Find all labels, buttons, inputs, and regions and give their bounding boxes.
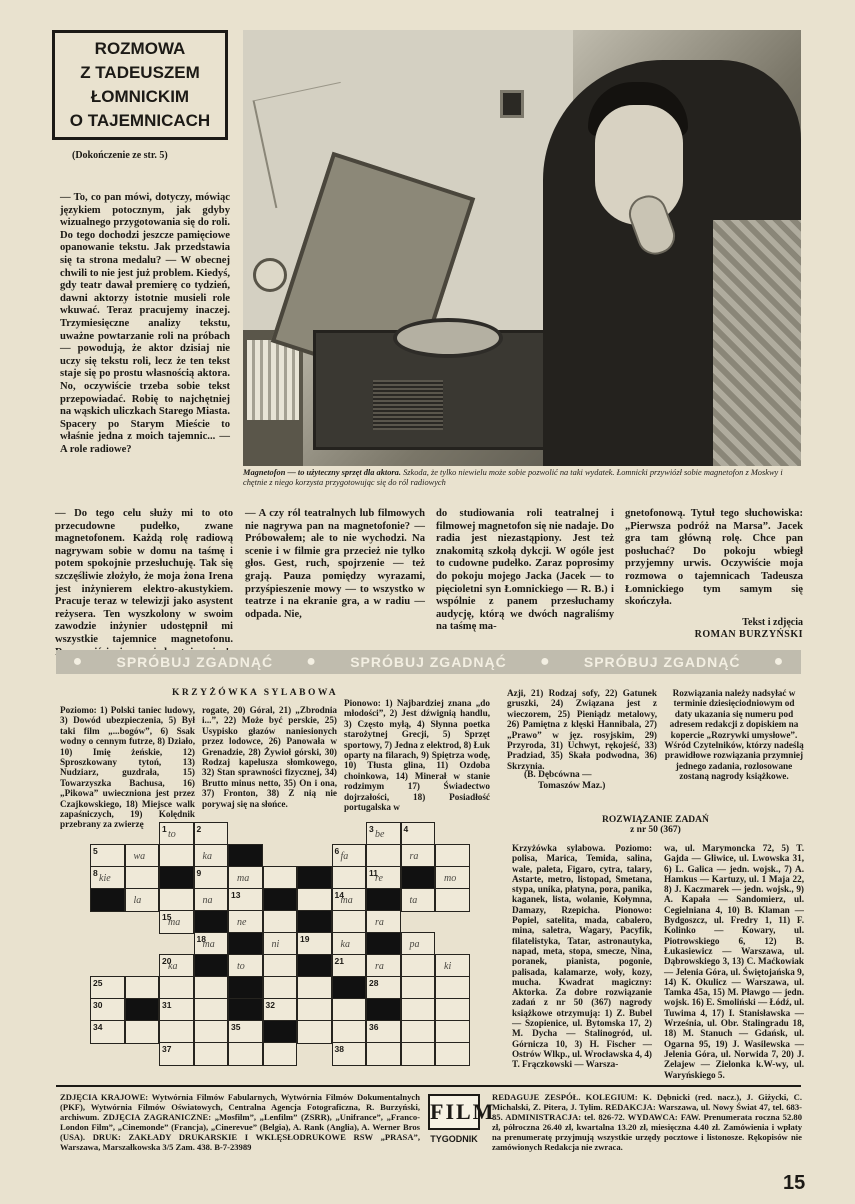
bookshelf-graphic: [247, 340, 299, 420]
crossword-cell: [366, 910, 401, 934]
handwritten-syllable: ma: [340, 895, 353, 906]
banner-text: SPRÓBUJ ZGADNĄĆ: [116, 654, 274, 670]
crossword-cell: [401, 844, 436, 868]
handwritten-syllable: mo: [444, 873, 457, 884]
article-photo: [243, 30, 801, 466]
crossword-black-cell: [228, 844, 263, 868]
crossword-black-cell: [366, 998, 401, 1022]
cell-number: 9: [196, 868, 202, 878]
cell-number: 3: [369, 824, 374, 834]
cell-number: 30: [93, 1000, 103, 1010]
crossword-cell: [366, 1042, 401, 1066]
cell-number: 14: [334, 890, 344, 900]
handwritten-syllable: ma: [237, 873, 250, 884]
solutions-text-1: Krzyżówka sylabowa. Poziomo: polisa, Marica, Temida, salina, wale, paleta, Figaro, cytra, talary, Astarte, metro, listopad, Smetana, stypa, unika, płatyna, pora, panika, kaganek, lista, wolanie, Kołymna, Damazy, Rzepicha. Pionowo: Popiel, satelita, mada, cabalero, mina, saletra, Wagary, Pacyfik, filatelistyka, Tatar, astronautyka, napad, meta, stopa, smecze, Nina, poranek, pianista, pogonie, palisada, kalamarze, woły, kozy, mucha. Kwadrat magiczny: Aktorka. Za dobre rozwiązanie zadań z nr 50 (367) nagrody książkowe otrzymują: 1) Z. Bubel — Szopienice, ul. Bytomska 17, 2) M. Dycha — Stalinogród, ul. Górnicza 10, 3) H. Fischer — Ostrów Wlkp., ul. Wrocławska 4, 4) T. Frączkowski — Warsza-: [512, 843, 652, 1070]
title-line: ŁOMNICKIM: [90, 87, 190, 106]
crossword-cell: [90, 866, 125, 890]
crossword-cell: [228, 888, 263, 912]
crossword-cell: [332, 932, 367, 956]
crossword-cell: [366, 844, 401, 868]
crossword-cell: [332, 998, 367, 1022]
crossword-cell: [159, 844, 194, 868]
title-line: O TAJEMNICACH: [69, 111, 211, 130]
crossword-cell: [228, 954, 263, 978]
crossword-cell: [228, 1020, 263, 1044]
crossword-black-cell: [366, 888, 401, 912]
crossword-cell: [194, 998, 229, 1022]
crossword-cell: [159, 954, 194, 978]
crossword-clues-across-1: Poziomo: 1) Polski taniec ludowy, 3) Dowód ubezpieczenia, 5) Był taki film „...bogów”, 6) Ssak wodny o cennym futrze, 8) Działo, 10) Imię żeńskie, 12) Sproszkowany tytoń, 13) Nudziarz, guzdrała, 15) Towarzyszka Bachusa, 16) „Pikowa” uwieczniona jest przez Czajkowskiego, 18) Miejsce walk zapaśniczych, 19) Kolędnik przebrany za zwierzę: [60, 705, 195, 830]
crossword-cell: [366, 866, 401, 890]
crossword-cell: [401, 1020, 436, 1044]
handwritten-syllable: ka: [168, 961, 178, 972]
crossword-cell: [401, 998, 436, 1022]
crossword-cell: [332, 844, 367, 868]
cell-number: 28: [369, 978, 379, 988]
cell-number: 25: [93, 978, 103, 988]
crossword-cell: [194, 976, 229, 1000]
handwritten-syllable: to: [237, 961, 245, 972]
article-column-1: — Do tego celu służy mi to oto przecudowne pudełko, zwane magnetofonem. Każdą rolę radiową nagrywam sobie w domu na taśmę i potem spokojnie przesłuchuję. Tak się szczęśliwie złożyło, że moja żona Irena jest inżynierem elektro-akustykiem. Pracuje teraz w telewizji jako asystent reżysera. Ten wyszkolony w swoim zawodzie inżynier udostępnił mi wszystkie tajemnice magnetofonu.: [55, 508, 233, 645]
article-title-box: [52, 30, 228, 140]
crossword-cell: [435, 1020, 470, 1044]
cell-number: 36: [369, 1022, 379, 1032]
article-column-left: — To, co pan mówi, dotyczy, mówiąc językiem potocznym, jak gdyby wizualnego przygotowania się do roli. Do tego dochodzi jeszcze pamięciowe opanowanie tekstu. Jak przedstawia się ta strona medalu? — W obecnej chwili to nie jest już problem. Kiedyś, gdy teatr dawał premierę co tydzień, dawni aktorzy istotnie musieli role wkuwać. Teraz pracujemy inaczej. Trzymiesięczne analizy tekstu, uważne powtarzanie roli na próbach — powodują, że aktor dzisiaj nie uczy się tekstu roli, lecz że ten tekst staje się po prostu własnością aktora. No, oczywiście trzeba sobie tekst przepowiadać. Robię to najchętniej na wąskich uliczkach Starego Miasta. Spacery po Starym Mieście to właśnie jedna z moich tajemnic... — A role radiowe?: [60, 192, 230, 455]
photo-caption: Magnetofon — to użyteczny sprzęt dla aktora. Szkoda, że tylko niewielu może sobie pozwolić na taki wydatek. Łomnicki przywiózł sobie magnetofon z Moskwy i chętnie z niego korzysta przygotowując się do ról radiowych: [243, 468, 783, 487]
crossword-cell: [194, 932, 229, 956]
solutions-heading: ROZWIĄZANIE ZADAŃ z nr 50 (367): [602, 815, 709, 835]
cell-number: 6: [334, 846, 340, 856]
cell-number: 4: [403, 824, 409, 834]
crossword-cell: [297, 976, 332, 1000]
crossword-black-cell: [90, 888, 125, 912]
crossword-cell: [263, 910, 298, 934]
tape-reel-graphic: [393, 318, 503, 358]
crossword-cell: [435, 844, 470, 868]
crossword-cell: [194, 866, 229, 890]
handwritten-syllable: la: [133, 895, 142, 906]
crossword-clues-down-2: Azji, 21) Rodzaj sofy, 22) Gatunek gruszki, 24) Związana jest z wieczorem, 25) Pieniądz metalowy, 26) Pamiętna z klęski Hannibala, 27) „Prawo” w jęz. rosyjskim, 29) Przyroda, 31) Uchwyt, rękojeść, 33) Pradziad, 35) Skała podwodna, 36) Skrzynia.: [507, 688, 657, 771]
crossword-cell: [263, 1042, 298, 1066]
solutions-text-2: wa, ul. Marymoncka 72, 5) T. Gajda — Gliwice, ul. Lwowska 31, 6) L. Galica — jedn. wojsk., 7) A. Hamkus — Kartuzy, ul. 1 Maja 22, 8) J. Kaczmarek — jedn. wojsk., 9) A. Kapała — Sandomierz, ul. Cegielniana 4, 10) B. Klaman — Bydgoszcz, ul. Fredry 1, 11) F. Kolinko — Kowary, ul. Piotrowskiego 6, 12) B. Łukasiewicz — Warszawa, ul. Dąbrowskiego 3, 13) C. Maćkowiak — Jelenia Góra, ul. Świętojańska 9, 14) K. Okulicz — Warszawa, ul. Tamka 45a, 15) M. Pławgo — jedn. wojsk. 16) E. Smoliński — Łódź, ul. Tuwima 4, 17) I. Stanisławska — Września, ul. Obr. Stalingradu 18, 18) M. Stanuch — Gdańsk, ul. Ogarna 95, 19) J. Wasilewska — Jelenia Góra, ul. Norwida 7, 20) J. Zelajew — Zielonka k.W-wy, ul. Waryńskiego 5.: [664, 843, 804, 1080]
page-number: 15: [783, 1172, 806, 1194]
title-line: Z TADEUSZEM: [80, 63, 200, 82]
handwritten-syllable: ma: [202, 939, 215, 950]
crossword-clues-down-1: Pionowo: 1) Najbardziej znana „do młodości”, 2) Jest dźwignią handlu, 3) Często myłą, 4) Słynna poetka starożytnej Grecji, 5) Sprzęt sportowy, 7) Jedna z elektrod, 8) Łuk oparty na filarach, 9) Spiętrza wodę, 10) Tłusta glina, 11) Ozdoba choinkowa, 14) Minerał w stanie rodzimym 17) Świadectwo dojrzałości, 18) Posiadłość portugalska w: [344, 698, 490, 813]
crossword-black-cell: [401, 866, 436, 890]
cell-number: 35: [231, 1022, 241, 1032]
crossword-cell: [297, 888, 332, 912]
crossword-cell: [159, 888, 194, 912]
crossword-cell: [125, 976, 160, 1000]
crossword-cell: [90, 844, 125, 868]
crossword-black-cell: [194, 954, 229, 978]
crossword-grid: [90, 822, 470, 1062]
handwritten-syllable: ra: [409, 851, 419, 862]
crossword-cell: [435, 998, 470, 1022]
crossword-cell: [159, 998, 194, 1022]
cell-number: 34: [93, 1022, 103, 1032]
crossword-clues-across-2: rogate, 20) Góral, 21) „Zbrodnia i...”, 22) Może być perskie, 25) Usypisko głazów naniesionych przez lodowce, 26) Panowała w Grenadzie, 28) Żywioł górski, 30) Rodzaj kapelusza słomkowego, 32) Stan sprawności fizycznej, 34) Brutto minus netto, 35) On i ona, 37) Fronton, 38) Z nią nie porywaj się na słońce.: [202, 705, 337, 809]
handwritten-syllable: ta: [409, 895, 418, 906]
crossword-cell: [228, 866, 263, 890]
crossword-cell: [194, 1042, 229, 1066]
puzzle-banner: ● SPRÓBUJ ZGADNĄĆ ● SPRÓBUJ ZGADNĄĆ ● SPRÓBUJ ZGADNĄĆ ●: [56, 650, 801, 674]
crossword-cell: [125, 844, 160, 868]
crossword-cell: [159, 910, 194, 934]
footer-divider: [56, 1085, 801, 1087]
cell-number: 18: [196, 934, 206, 944]
crossword-cell: [332, 954, 367, 978]
crossword-cell: [228, 1042, 263, 1066]
editorial-info: REDAGUJE ZESPÓŁ. KOLEGIUM: K. Dębnicki (red. nacz.), J. Giżycki, C. Michalski, Z. Pitera, J. Tylim. REDAKCJA: Warszawa, ul. Nowy Świat 47, tel. 683-85. ADMINISTRACJA: tel. 826-72. WYDAWCA: FAW. Prenumerata roczna 52.80 zł, półroczna 26.40 zł, kwartalna 13.20 zł, miesięczna 4.40 zł. Zamówienia i wpłaty na prenumeratę przyjmują wszystkie urzędy pocztowe i listonosze. Rękopisów nie zamówionych Redakcja nie zwraca.: [492, 1092, 802, 1152]
crossword-cell: [263, 932, 298, 956]
banner-text: SPRÓBUJ ZGADNĄĆ: [350, 654, 507, 670]
crossword-heading: KRZYŻÓWKA SYLABOWA: [172, 688, 339, 698]
crossword-cell: [194, 888, 229, 912]
crossword-cell: [332, 1042, 367, 1066]
cell-number: 1: [162, 824, 167, 834]
cell-number: 20: [162, 956, 172, 966]
crossword-cell: [366, 822, 401, 846]
article-column-4: gnetofonową. Tytuł tego słuchowiska: „Pierwsza podróż na Marsa”. Jacek gra tam główną rolę. Chce pan posłuchać? Do pokoju wbiegł przyjemny urwis. Oczywiście moja rozmowa o tajemnicach Tadeusza Łomnickiego tym samym się skończyła. Tekst i zdjęcia ROMAN BURZYŃSKI: [625, 508, 803, 641]
crossword-cell: [263, 976, 298, 1000]
crossword-cell: [435, 866, 470, 890]
crossword-cell: [263, 998, 298, 1022]
handwritten-syllable: ne: [237, 917, 247, 928]
crossword-cell: [401, 932, 436, 956]
crossword-cell: [332, 866, 367, 890]
light-switch-graphic: [500, 90, 524, 118]
crossword-cell: [435, 1042, 470, 1066]
cell-number: 32: [265, 1000, 275, 1010]
crossword-black-cell: [228, 932, 263, 956]
crossword-cell: [332, 1020, 367, 1044]
handwritten-syllable: ka: [202, 851, 212, 862]
title-line: ROZMOWA: [94, 39, 186, 58]
handwritten-syllable: na: [202, 895, 213, 906]
cell-number: 2: [196, 824, 202, 834]
handwritten-syllable: kie: [99, 873, 111, 884]
handwritten-syllable: fa: [340, 851, 349, 862]
film-logo: FILM TYGODNIK: [424, 1094, 484, 1144]
crossword-cell: [297, 998, 332, 1022]
crossword-cell: [263, 954, 298, 978]
handwritten-syllable: be: [375, 829, 385, 840]
cell-number: 37: [162, 1044, 172, 1054]
crossword-cell: [366, 976, 401, 1000]
crossword-black-cell: [228, 998, 263, 1022]
cell-number: 8: [93, 868, 98, 878]
crossword-cell: [125, 1020, 160, 1044]
crossword-cell: [297, 1020, 332, 1044]
handwritten-syllable: wa: [133, 851, 146, 862]
crossword-black-cell: [263, 1020, 298, 1044]
crossword-cell: [159, 1020, 194, 1044]
crossword-black-cell: [366, 932, 401, 956]
banner-text: SPRÓBUJ ZGADNĄĆ: [583, 654, 741, 670]
crossword-cell: [401, 976, 436, 1000]
cell-number: 11: [369, 868, 378, 878]
crossword-black-cell: [194, 910, 229, 934]
crossword-cell: [366, 1020, 401, 1044]
cell-number: 19: [300, 934, 310, 944]
crossword-cell: [435, 954, 470, 978]
crossword-cell: [228, 910, 263, 934]
crossword-black-cell: [228, 976, 263, 1000]
cell-number: 21: [334, 956, 344, 966]
crossword-cell: [263, 866, 298, 890]
crossword-cell: [159, 1042, 194, 1066]
crossword-cell: [159, 822, 194, 846]
photo-credits: ZDJĘCIA KRAJOWE: Wytwórnia Filmów Fabularnych, Wytwórnia Filmów Dokumentalnych (PKF), Wytwórnia Filmów Oświatowych, Centralna Agencja Fotograficzna, R. Burzyński, archiwum. ZDJĘCIA ZAGRANICZNE: „Mosfilm”, „Lenfilm” (ZSRR), „Unifrance”, „Franco-London Film”, „Cinemonde” (Francja), „Cinerevue” (Belgia), A. Rank (Anglia), A. Werner Bros (USA). DRUK: ZAKŁADY DRUKARSKIE I WKLĘSŁODRUKOWE RSW „PRASA”, Warszawa, Marszałkowska 3/5 Zam. 438. B-7-23989: [60, 1092, 420, 1152]
byline: Tekst i zdjęcia ROMAN BURZYŃSKI: [694, 616, 803, 641]
handwritten-syllable: ki: [444, 961, 452, 972]
submission-rules: Rozwiązania należy nadsyłać w terminie dziesięciodniowym od daty ukazania się numeru pod adresem redakcji z dopiskiem na kopercie „Rozrywki umysłowe”. Wśród Czytelników, którzy nadeślą prawidłowe rozwiązania przymniej jednego zadania, rozlosowane zostaną nagrody książkowe.: [664, 688, 804, 782]
crossword-black-cell: [297, 910, 332, 934]
handwritten-syllable: re: [375, 873, 383, 884]
crossword-black-cell: [159, 866, 194, 890]
crossword-cell: [90, 1020, 125, 1044]
crossword-cell: [401, 888, 436, 912]
article-column-3: do studiowania roli teatralnej i filmowej magnetofon się nie nadaje. Do radia jest niezastąpiony. Jest też znakomitą szkołą dykcji. W ogóle jest to cudowne pudełko. Zaraz poprosimy do pokoju mojego Jacka (Jacek — to pięcioletni syn Łomnickiego — R. B.) i wspólnie z panem przesłuchamy audycję, którą we dwóch nagraliśmy na taśmę ma-: [436, 508, 614, 633]
handwritten-syllable: ra: [375, 917, 384, 928]
cell-number: 38: [334, 1044, 344, 1054]
handwritten-syllable: ma: [168, 917, 181, 928]
handwritten-syllable: ra: [375, 961, 384, 972]
crossword-black-cell: [297, 954, 332, 978]
cell-number: 31: [162, 1000, 172, 1010]
crossword-cell: [159, 976, 194, 1000]
crossword-black-cell: [297, 866, 332, 890]
crossword-author: (B. Dębcówna — Tomaszów Maz.): [524, 770, 606, 791]
crossword-cell: [332, 888, 367, 912]
continued-note: (Dokończenie ze str. 5): [72, 150, 168, 161]
handwritten-syllable: to: [168, 829, 176, 840]
crossword-black-cell: [263, 888, 298, 912]
crossword-cell: [297, 932, 332, 956]
article-column-2: — A czy ról teatralnych lub filmowych nie nagrywa pan na magnetofonie? — Próbowałem; ale to nie wychodzi. Na scenie i w filmie gra przecież nie tylko głos. Gest, ruch, spojrzenie — też grają. Pauza pomiędzy wyrazami, przyśpieszenie mowy — to wszystko w teatrze i na ekranie gra, a w radiu — odpada. Nie,: [245, 508, 425, 620]
crossword-cell: [125, 866, 160, 890]
crossword-cell: [90, 976, 125, 1000]
handwritten-syllable: pa: [409, 939, 420, 950]
crossword-cell: [435, 976, 470, 1000]
crossword-cell: [401, 822, 436, 846]
crossword-cell: [401, 1042, 436, 1066]
handwritten-syllable: ni: [271, 939, 280, 950]
crossword-cell: [90, 998, 125, 1022]
cell-number: 13: [231, 890, 241, 900]
crossword-cell: [194, 844, 229, 868]
alarm-clock-graphic: [253, 258, 287, 292]
crossword-black-cell: [125, 998, 160, 1022]
crossword-cell: [401, 954, 436, 978]
crossword-cell: [194, 1020, 229, 1044]
crossword-cell: [366, 954, 401, 978]
crossword-cell: [435, 888, 470, 912]
crossword-cell: [125, 888, 160, 912]
cell-number: 15: [162, 912, 172, 922]
crossword-black-cell: [332, 976, 367, 1000]
cell-number: 5: [93, 846, 98, 856]
handwritten-syllable: ka: [340, 939, 350, 950]
crossword-cell: [194, 822, 229, 846]
crossword-cell: [332, 910, 367, 934]
